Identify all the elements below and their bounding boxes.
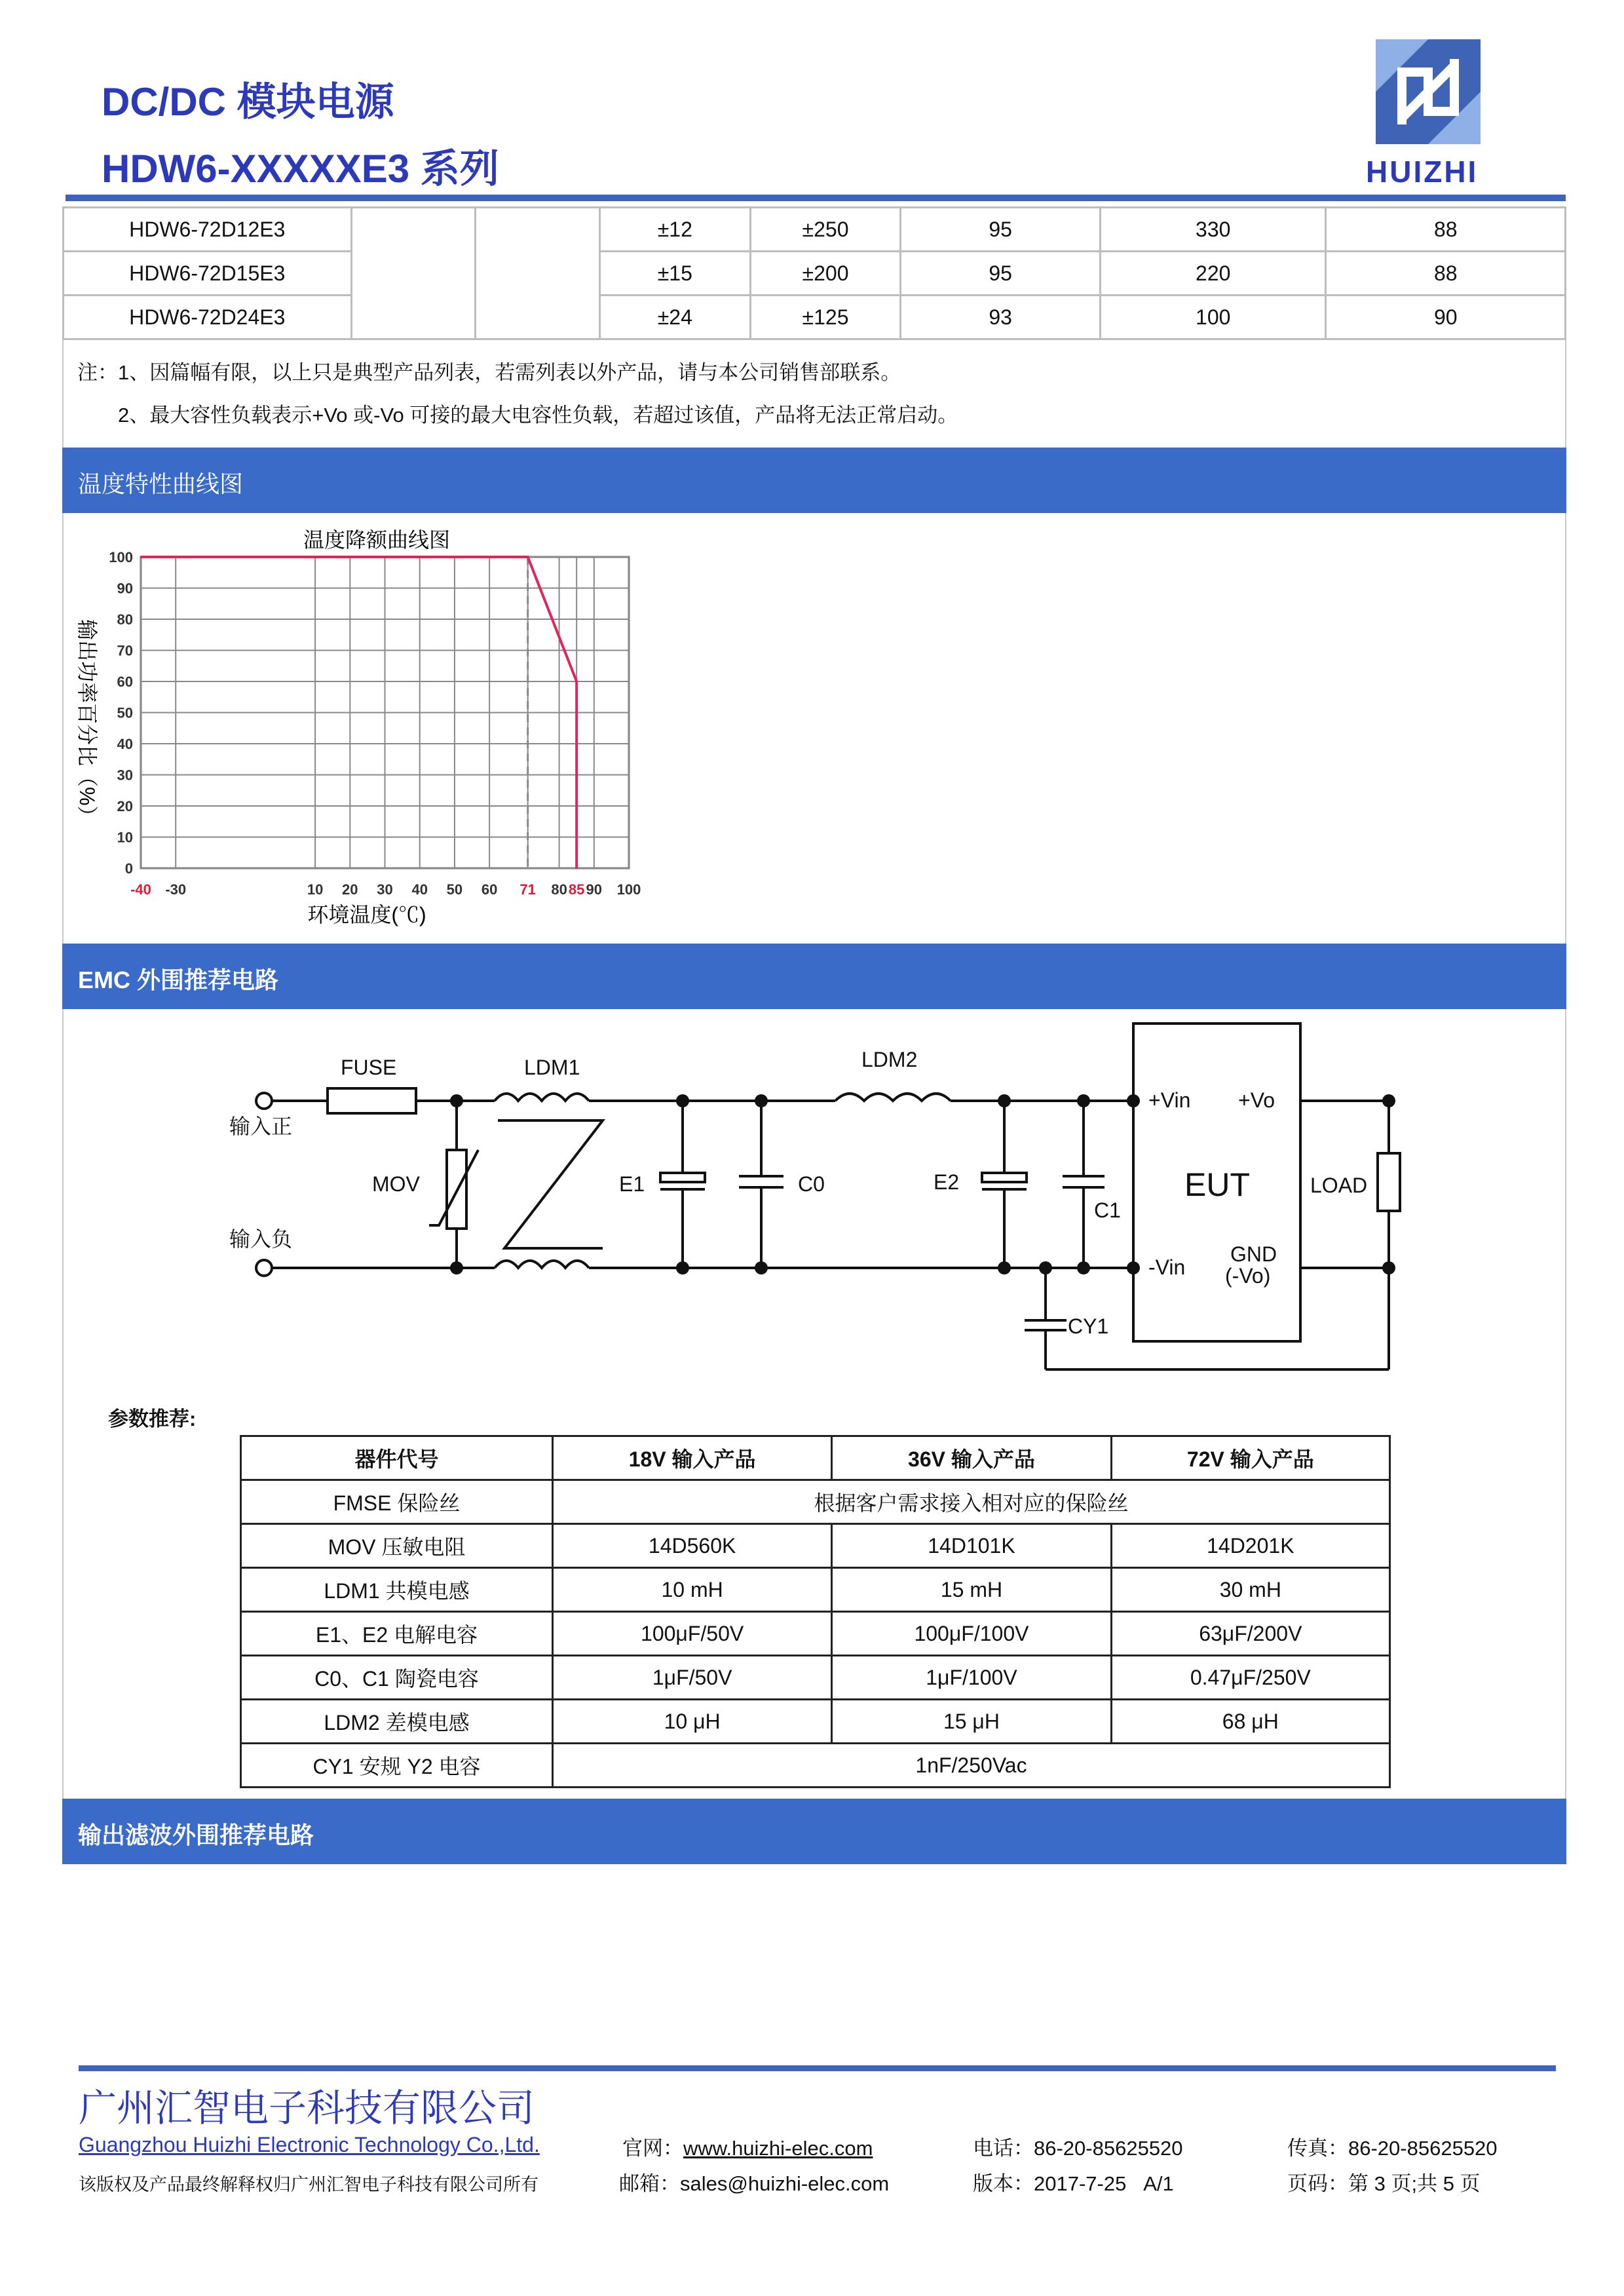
y-tick-label: 60	[117, 674, 133, 690]
input-positive-label: 输入正	[229, 1115, 293, 1138]
section-title: EMC 外围推荐电路	[78, 966, 279, 993]
email-link[interactable]: sales@huizhi-elec.com	[680, 2172, 890, 2195]
data-point	[576, 868, 578, 870]
x-axis-label: 环境温度(℃)	[307, 903, 426, 927]
eut-label: EUT	[1184, 1166, 1250, 1203]
x-tick-label: 85	[568, 881, 585, 898]
vin-neg-label: -Vin	[1148, 1255, 1186, 1279]
chart-title: 温度降额曲线图	[303, 528, 451, 552]
model-cell: HDW6-72D24E3	[64, 296, 352, 339]
value-18v: 10 mH	[552, 1568, 831, 1612]
y-tick-label: 30	[117, 767, 133, 784]
e1-symbol	[660, 1173, 705, 1182]
input-negative-label: 输入负	[229, 1227, 293, 1251]
copyright-text: 该版权及产品最终解释权归广州汇智电子科技有限公司所有	[79, 2175, 538, 2194]
efficiency2-cell: 88	[1326, 252, 1566, 296]
section-title: 输出滤波外围推荐电路	[78, 1822, 314, 1848]
x-tick-label: 20	[342, 881, 358, 898]
e2-symbol	[982, 1173, 1027, 1182]
efficiency2-cell: 88	[1326, 208, 1566, 252]
component-cell: FMSE 保险丝	[241, 1480, 553, 1524]
gnd-label: GND	[1230, 1242, 1277, 1266]
ldm2-label: LDM2	[861, 1048, 918, 1071]
vo-pos-label: +Vo	[1238, 1088, 1275, 1112]
x-tick-label: 40	[411, 881, 428, 898]
website-row	[622, 2132, 873, 2161]
e1-label: E1	[619, 1172, 645, 1196]
component-cell: CY1 安规 Y2 电容	[241, 1744, 553, 1788]
capacitance-cell: 100	[1100, 296, 1326, 339]
value-36v: 15 mH	[832, 1568, 1111, 1612]
voltage-cell: ±24	[599, 296, 750, 339]
fax-value: 86-20-85625520	[1348, 2137, 1498, 2160]
vin-pos-label: +Vin	[1148, 1088, 1191, 1112]
version-value: 2017-7-25	[1034, 2172, 1127, 2195]
fuse-symbol	[328, 1088, 416, 1113]
x-tick-label: 10	[307, 881, 324, 898]
component-cell: E1、E2 电解电容	[241, 1612, 553, 1656]
blank-cell	[351, 208, 476, 339]
logo-text: HUIZHI	[1366, 155, 1479, 189]
blank-cell	[476, 208, 600, 339]
x-tick-label: 100	[616, 881, 641, 898]
x-tick-label: -40	[130, 881, 151, 898]
value-72v: 30 mH	[1111, 1568, 1389, 1612]
capacitance-cell: 220	[1100, 252, 1326, 296]
y-tick-label: 10	[117, 829, 133, 846]
ldm1-bottom-coil	[495, 1261, 589, 1268]
value-18v: 1μF/50V	[552, 1656, 831, 1700]
fax-label: 传真：	[1287, 2137, 1348, 2160]
merged-cell: 根据客户需求接入相对应的保险丝	[552, 1480, 1389, 1524]
efficiency-cell: 95	[901, 252, 1101, 296]
efficiency2-cell: 90	[1326, 296, 1566, 339]
ldm1-core	[498, 1120, 603, 1248]
page-value: 第 3 页;共 5 页	[1348, 2172, 1481, 2195]
efficiency-cell: 93	[901, 296, 1101, 339]
voltage-cell: ±15	[599, 252, 750, 296]
component-cell: C0、C1 陶瓷电容	[241, 1656, 553, 1700]
fax-row	[1287, 2132, 1498, 2161]
value-72v: 68 μH	[1111, 1700, 1389, 1744]
params-label: 参数推荐:	[108, 1407, 197, 1430]
y-tick-label: 70	[117, 642, 133, 659]
email-label: 邮箱：	[619, 2172, 680, 2195]
phone-value: 86-20-85625520	[1034, 2137, 1183, 2160]
current-cell: ±250	[750, 208, 901, 252]
website-link[interactable]: www.huizhi-elec.com	[683, 2137, 873, 2160]
models-table	[62, 206, 1566, 340]
table-row	[241, 1568, 1390, 1612]
x-tick-label: 50	[446, 881, 463, 898]
header-cell: 器件代号	[241, 1436, 553, 1480]
table-header-row	[241, 1436, 1390, 1480]
x-tick-label: 80	[551, 881, 567, 898]
revision-value: A/1	[1143, 2172, 1174, 2195]
website-label: 官网：	[622, 2137, 683, 2160]
model-cell: HDW6-72D12E3	[64, 208, 352, 252]
capacitance-cell: 330	[1100, 208, 1326, 252]
value-72v: 0.47μF/250V	[1111, 1656, 1389, 1700]
section-output-filter	[62, 1799, 1566, 1864]
value-36v: 14D101K	[832, 1524, 1111, 1568]
y-tick-label: 90	[117, 580, 133, 597]
company-name-en: Guangzhou Huizhi Electronic Technology Co.,Ltd.	[79, 2133, 540, 2156]
value-18v: 10 μH	[552, 1700, 831, 1744]
data-point	[527, 556, 529, 558]
y-tick-label: 50	[117, 704, 133, 721]
x-tick-label: 30	[377, 881, 393, 898]
page-title: DC/DC 模块电源	[102, 80, 394, 124]
y-tick-label: 100	[109, 549, 133, 565]
input-negative-terminal	[256, 1260, 272, 1276]
table-row	[241, 1480, 1390, 1524]
mov-label: MOV	[372, 1172, 420, 1196]
x-tick-label: 90	[586, 881, 603, 898]
fuse-label: FUSE	[341, 1056, 397, 1079]
header-cell: 36V 输入产品	[832, 1436, 1111, 1480]
model-cell: HDW6-72D15E3	[64, 252, 352, 296]
ldm1-label: LDM1	[524, 1056, 580, 1079]
table-row	[64, 208, 1566, 252]
section-emc	[62, 944, 1566, 1009]
section-temp-curve	[62, 448, 1566, 513]
version-row	[973, 2167, 1174, 2196]
table-row	[241, 1524, 1390, 1568]
table-row	[64, 252, 1566, 296]
value-72v: 14D201K	[1111, 1524, 1389, 1568]
value-18v: 100μF/50V	[552, 1612, 831, 1656]
table-row	[241, 1744, 1390, 1788]
c0-label: C0	[798, 1172, 825, 1196]
email-row	[619, 2167, 889, 2196]
note-line-1: 注：1、因篇幅有限，以上只是典型产品列表，若需列表以外产品，请与本公司销售部联系。	[77, 361, 901, 384]
y-axis-label: 输出功率百分比（%）	[75, 619, 99, 827]
component-cell: LDM2 差模电感	[241, 1700, 553, 1744]
data-point	[140, 556, 142, 558]
value-18v: 14D560K	[552, 1524, 831, 1568]
data-point	[576, 681, 578, 683]
page-row	[1287, 2167, 1481, 2196]
e2-label: E2	[934, 1170, 960, 1194]
phone-row	[973, 2132, 1183, 2161]
x-tick-label: 71	[519, 881, 536, 898]
emc-circuit-diagram	[197, 1009, 1415, 1402]
current-cell: ±125	[750, 296, 901, 339]
voltage-cell: ±12	[599, 208, 750, 252]
section-title: 温度特性曲线图	[78, 470, 244, 497]
value-36v: 1μF/100V	[832, 1656, 1111, 1700]
component-cell: LDM1 共模电感	[241, 1568, 553, 1612]
y-tick-label: 40	[117, 736, 133, 752]
params-table	[240, 1435, 1391, 1788]
value-36v: 15 μH	[832, 1700, 1111, 1744]
header-cell: 72V 输入产品	[1111, 1436, 1389, 1480]
c1-label: C1	[1094, 1198, 1121, 1222]
load-symbol	[1378, 1153, 1400, 1211]
header-divider	[66, 195, 1566, 201]
value-36v: 100μF/100V	[832, 1612, 1111, 1656]
cy1-label: CY1	[1068, 1314, 1109, 1338]
version-label: 版本：	[973, 2172, 1034, 2195]
y-tick-label: 20	[117, 798, 133, 814]
y-tick-label: 0	[124, 860, 133, 877]
table-row	[64, 296, 1566, 339]
table-row	[241, 1612, 1390, 1656]
derating-chart	[66, 518, 681, 937]
note-line-2: 2、最大容性负载表示+Vo 或-Vo 可接的最大电容性负载，若超过该值，产品将无法正常启动。	[118, 404, 958, 427]
current-cell: ±200	[750, 252, 901, 296]
phone-label: 电话：	[973, 2137, 1034, 2160]
company-name-cn: 广州汇智电子科技有限公司	[79, 2087, 535, 2130]
chart-grid	[141, 557, 629, 868]
input-positive-terminal	[256, 1093, 272, 1109]
series-title: HDW6-XXXXXE3 系列	[102, 147, 499, 191]
component-cell: MOV 压敏电阻	[241, 1524, 553, 1568]
page-label: 页码：	[1287, 2172, 1348, 2195]
ldm1-top-coil	[495, 1094, 589, 1101]
efficiency-cell: 95	[901, 208, 1101, 252]
value-72v: 63μF/200V	[1111, 1612, 1389, 1656]
load-label: LOAD	[1310, 1174, 1368, 1197]
table-row	[241, 1700, 1390, 1744]
x-tick-label: -30	[165, 881, 187, 898]
footer-divider	[79, 2065, 1556, 2071]
merged-cell: 1nF/250Vac	[552, 1744, 1389, 1788]
y-tick-label: 80	[117, 611, 133, 628]
table-row	[241, 1656, 1390, 1700]
chart-ticks	[109, 549, 641, 898]
vo-neg-label: (-Vo)	[1225, 1264, 1271, 1288]
header-cell: 18V 输入产品	[552, 1436, 831, 1480]
ldm2-coil	[835, 1094, 951, 1101]
x-tick-label: 60	[481, 881, 498, 898]
